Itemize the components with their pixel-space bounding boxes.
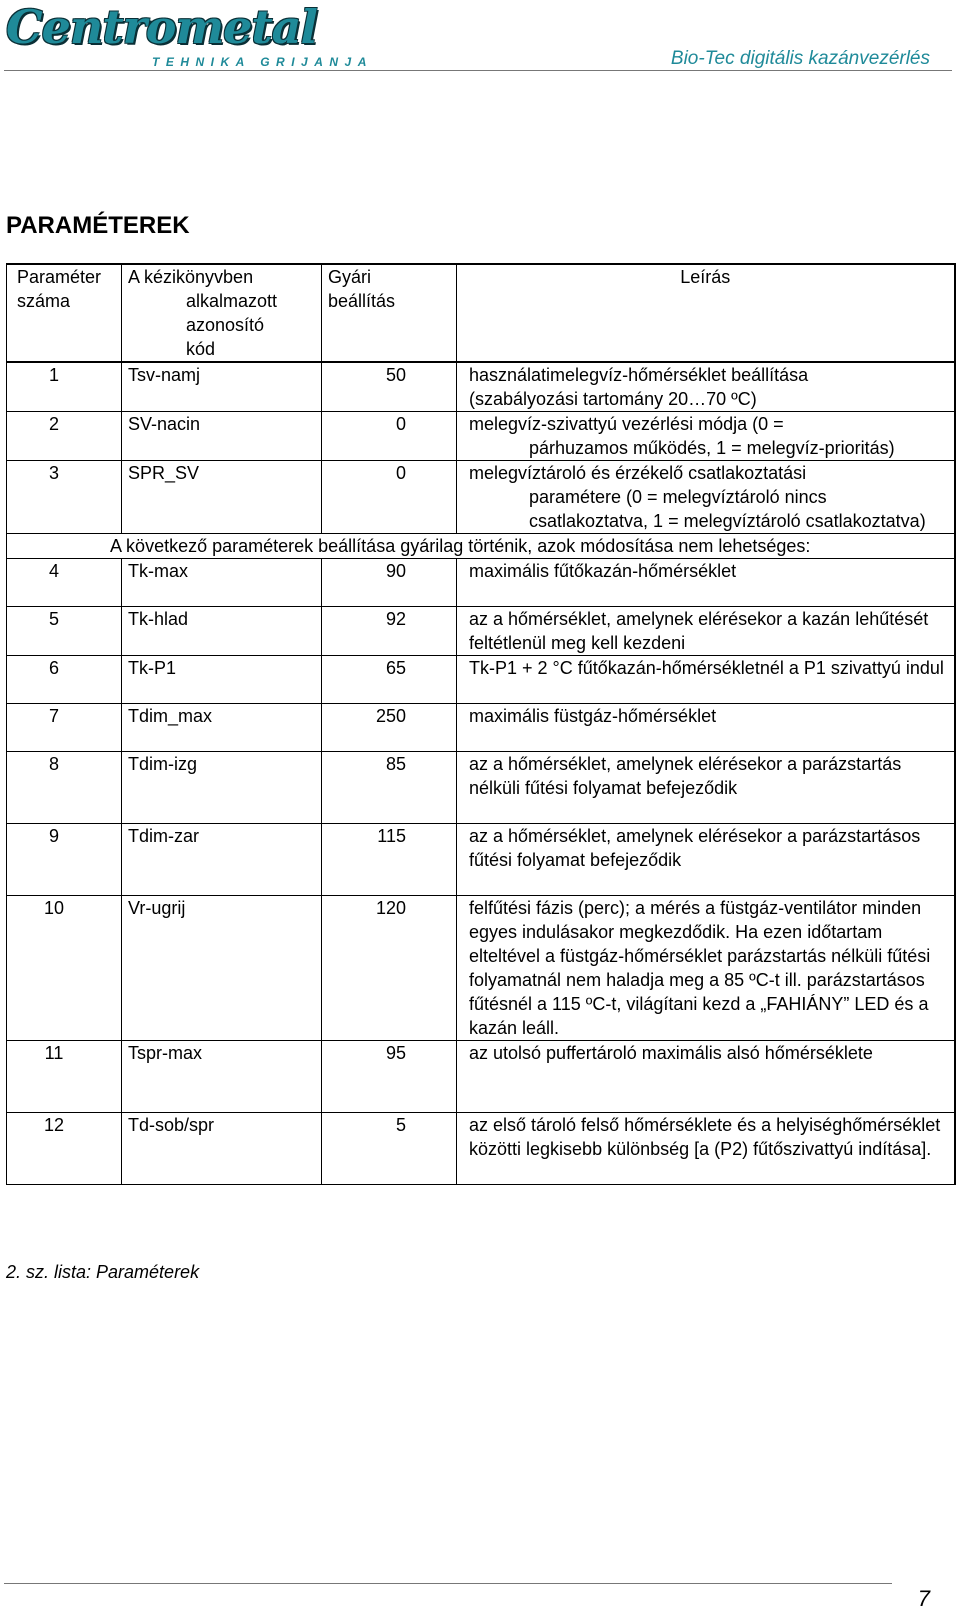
logo-wordmark: Centrometal [6,0,317,54]
table-row [7,752,955,824]
header-parameter-number [7,264,122,362]
param-number: 11 [7,1041,122,1113]
param-description: az utolsó puffertároló maximális alsó hőmérséklete [457,1041,955,1113]
header-text: azonosító [186,315,265,335]
document-title: Bio-Tec digitális kazánvezérlés [670,48,930,69]
param-code: Tk-P1 [122,656,322,704]
table-row [7,559,955,607]
table-row [7,704,955,752]
param-description: az első tároló felső hőmérséklete és a helyiséghőmérséklet közötti legkisebb különbség [a (P2) fűtőszivattyú indítása]. [457,1113,955,1185]
param-number: 1 [7,362,122,412]
param-code: Tspr-max [122,1041,322,1113]
param-factory-value: 250 [322,704,457,752]
table-row [7,824,955,896]
param-description: felfűtési fázis (perc); a mérés a füstgáz-ventilátor minden egyes indulásakor megkezdődik. Ha ezen időtartam elteltével a füstgáz-hőmérséklet parázstartás nélküli fűtési folyamatnál nem haladja meg a 85 ºC-t ill. parázstartásos fűtésnél a 115 ºC-t, világítani kezd a „FAHIÁNY” LED és a kazán leáll. [457,896,955,1041]
param-factory-value: 95 [322,1041,457,1113]
param-description: maximális fűtőkazán-hőmérséklet [457,559,955,607]
param-factory-value: 0 [322,461,457,534]
header-description: Leírás [457,264,955,362]
param-number: 10 [7,896,122,1041]
param-number: 7 [7,704,122,752]
param-description: maximális füstgáz-hőmérséklet [457,704,955,752]
param-description: az a hőmérséklet, amelynek elérésekor a kazán lehűtését feltétlenül meg kell kezdeni [457,607,955,656]
header-factory-setting [322,264,457,362]
param-code: SV-nacin [122,412,322,461]
param-code: Tdim-zar [122,824,322,896]
param-description [457,362,955,412]
param-number: 8 [7,752,122,824]
param-code: Vr-ugrij [122,896,322,1041]
param-code: Tsv-namj [122,362,322,412]
footer-divider [4,1583,892,1584]
param-factory-value: 90 [322,559,457,607]
description-text: (szabályozási tartomány 20…70 ºC) [469,389,757,409]
table-row [7,607,955,656]
param-code: Tdim-izg [122,752,322,824]
param-number: 9 [7,824,122,896]
param-code: Tk-hlad [122,607,322,656]
description-text: párhuzamos működés, 1 = melegvíz-prioritás) [529,438,895,458]
param-number: 6 [7,656,122,704]
description-text: melegvíztároló és érzékelő csatlakoztatási [469,463,807,483]
table-row [7,1041,955,1113]
description-text: használatimelegvíz-hőmérséklet beállítása [469,365,809,385]
param-number: 5 [7,607,122,656]
param-factory-value: 65 [322,656,457,704]
table-row [7,1113,955,1185]
parameters-table-wrapper [6,263,954,1185]
table-caption: 2. sz. lista: Paraméterek [6,1262,200,1282]
param-factory-value: 85 [322,752,457,824]
page-header [0,0,960,75]
table-row [7,461,955,534]
table-header-row [7,264,955,362]
header-text: A kézikönyvben [128,267,254,287]
param-code: Td-sob/spr [122,1113,322,1185]
page-number: 7 [917,1586,930,1611]
param-factory-value: 0 [322,412,457,461]
table-row [7,412,955,461]
header-divider [4,70,952,71]
description-text: melegvíz-szivattyú vezérlési módja (0 = [469,414,784,434]
header-text: alkalmazott [186,291,278,311]
section-title: PARAMÉTEREK [6,212,190,239]
param-factory-value: 50 [322,362,457,412]
param-number: 4 [7,559,122,607]
header-text: kód [186,339,216,359]
centrometal-logo [4,0,373,72]
header-manual-code [122,264,322,362]
header-text: Paraméter [17,267,102,287]
param-number: 2 [7,412,122,461]
param-code: SPR_SV [122,461,322,534]
table-row [7,656,955,704]
param-factory-value: 115 [322,824,457,896]
header-text: száma [17,291,71,311]
param-description [457,412,955,461]
description-text: paramétere (0 = melegvíztároló nincs csatlakoztatva, 1 = melegvíztároló csatlakoztatva) [529,487,926,531]
param-number: 12 [7,1113,122,1185]
param-description: az a hőmérséklet, amelynek elérésekor a parázstartás nélküli fűtési folyamat befejeződik [457,752,955,824]
factory-note: A következő paraméterek beállítása gyárilag történik, azok módosítása nem lehetséges: [7,534,955,559]
logo-tagline: TEHNIKA GRIJANJA [152,55,373,69]
header-text: beállítás [328,291,396,311]
param-description: Tk-P1 + 2 °C fűtőkazán-hőmérsékletnél a P1 szivattyú indul [457,656,955,704]
param-factory-value: 92 [322,607,457,656]
param-factory-value: 120 [322,896,457,1041]
table-row [7,896,955,1041]
factory-note-row [7,534,955,559]
header-text: Gyári [328,267,372,287]
param-description: az a hőmérséklet, amelynek elérésekor a parázstartásos fűtési folyamat befejeződik [457,824,955,896]
parameters-table [6,263,956,1185]
param-code: Tdim_max [122,704,322,752]
table-row [7,362,955,412]
param-code: Tk-max [122,559,322,607]
param-description [457,461,955,534]
param-number: 3 [7,461,122,534]
param-factory-value: 5 [322,1113,457,1185]
